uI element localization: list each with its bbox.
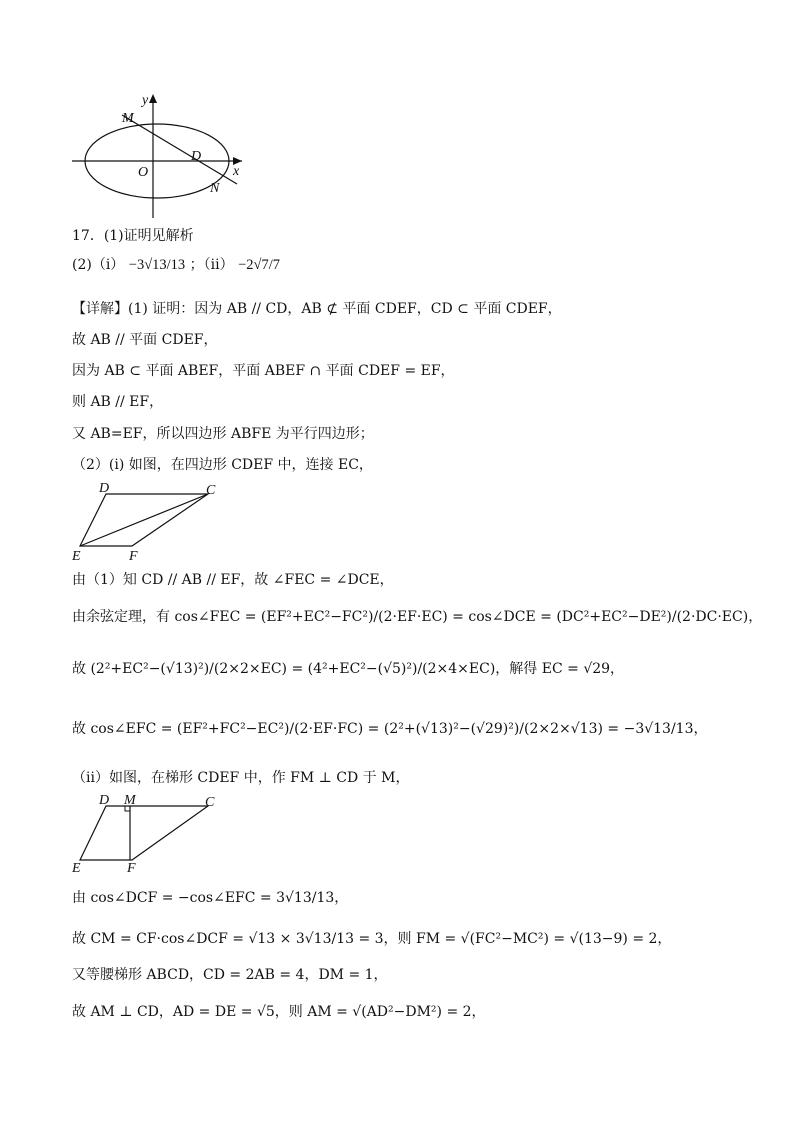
answer-17-2-sep: ；（ii） — [189, 257, 234, 273]
detail-line-7: 由（1）知 CD // AB // EF，故 ∠FEC = ∠DCE， — [72, 572, 394, 588]
label-m: M — [122, 111, 134, 126]
y-axis-arrow — [149, 94, 157, 103]
label-f: F — [129, 549, 138, 564]
label-m: M — [124, 793, 136, 808]
detail-line-4: 则 AB // EF， — [72, 394, 164, 410]
label-c: C — [205, 795, 215, 810]
detail-line-1: 【详解】(1) 证明：因为 AB // CD，AB ⊄ 平面 CDEF，CD ⊂ 平面 CDEF， — [72, 301, 562, 317]
label-x: x — [233, 164, 240, 179]
label-f: F — [127, 861, 136, 876]
label-d: D — [99, 793, 110, 808]
trapezoid-cdef — [80, 806, 208, 860]
detail-line-15: 故 AM ⊥ CD，AD = DE = √5，则 AM = √(AD²−DM²) = 2， — [72, 1004, 486, 1020]
detail-line-14: 又等腰梯形 ABCD，CD = 2AB = 4，DM = 1， — [72, 967, 388, 983]
label-d: D — [191, 149, 202, 164]
detail-line-5: 又 AB=EF，所以四边形 ABFE 为平行四边形； — [72, 426, 374, 442]
detail-line-8: 由余弦定理，有 cos∠FEC = (EF²+EC²−FC²)/(2·EF·EC) = cos∠DCE = (DC²+EC²−DE²)/(2·DC·EC)， — [72, 609, 763, 625]
detail-line-13: 故 CM = CF·cos∠DCF = √13 × 3√13/13 = 3，则 FM = √(FC²−MC²) = √(13−9) = 2， — [72, 931, 672, 947]
answer-17-1: 17．(1)证明见解析 — [72, 228, 194, 244]
detail-line-12: 由 cos∠DCF = −cos∠EFC = 3√13/13， — [72, 890, 349, 906]
label-d: D — [99, 481, 110, 496]
label-e: E — [72, 549, 81, 564]
answer-17-2 — [72, 258, 280, 273]
label-n: N — [210, 181, 220, 196]
detail-line-10: 故 cos∠EFC = (EF²+FC²−EC²)/(2·EF·FC) = (2²+(√13)²−(√29)²)/(2×2×√13) = −3√13/13， — [72, 721, 708, 737]
detail-line-9: 故 (2²+EC²−(√13)²)/(2×2×EC) = (4²+EC²−(√5)²)/(2×4×EC)，解得 EC = √29， — [72, 661, 625, 677]
label-e: E — [72, 861, 81, 876]
label-y: y — [142, 93, 149, 108]
detail-line-11: （ii）如图，在梯形 CDEF 中，作 FM ⊥ CD 于 M， — [72, 770, 410, 786]
answer-17-2-prefix: (2)（i） — [72, 257, 125, 273]
detail-line-3: 因为 AB ⊂ 平面 ABEF，平面 ABEF ∩ 平面 CDEF = EF， — [72, 363, 455, 379]
detail-line-6: （2）(i) 如图，在四边形 CDEF 中，连接 EC， — [72, 457, 373, 473]
trapezoid-figure — [68, 790, 228, 876]
label-c: C — [206, 483, 216, 498]
quadrilateral-figure — [68, 480, 228, 566]
answer-17-2-i: −3√13/13 — [128, 257, 186, 273]
ellipse-figure — [62, 88, 262, 223]
answer-17-2-ii: −2√7/7 — [238, 257, 280, 273]
label-o: O — [138, 165, 149, 180]
detail-line-2: 故 AB // 平面 CDEF， — [72, 332, 218, 348]
